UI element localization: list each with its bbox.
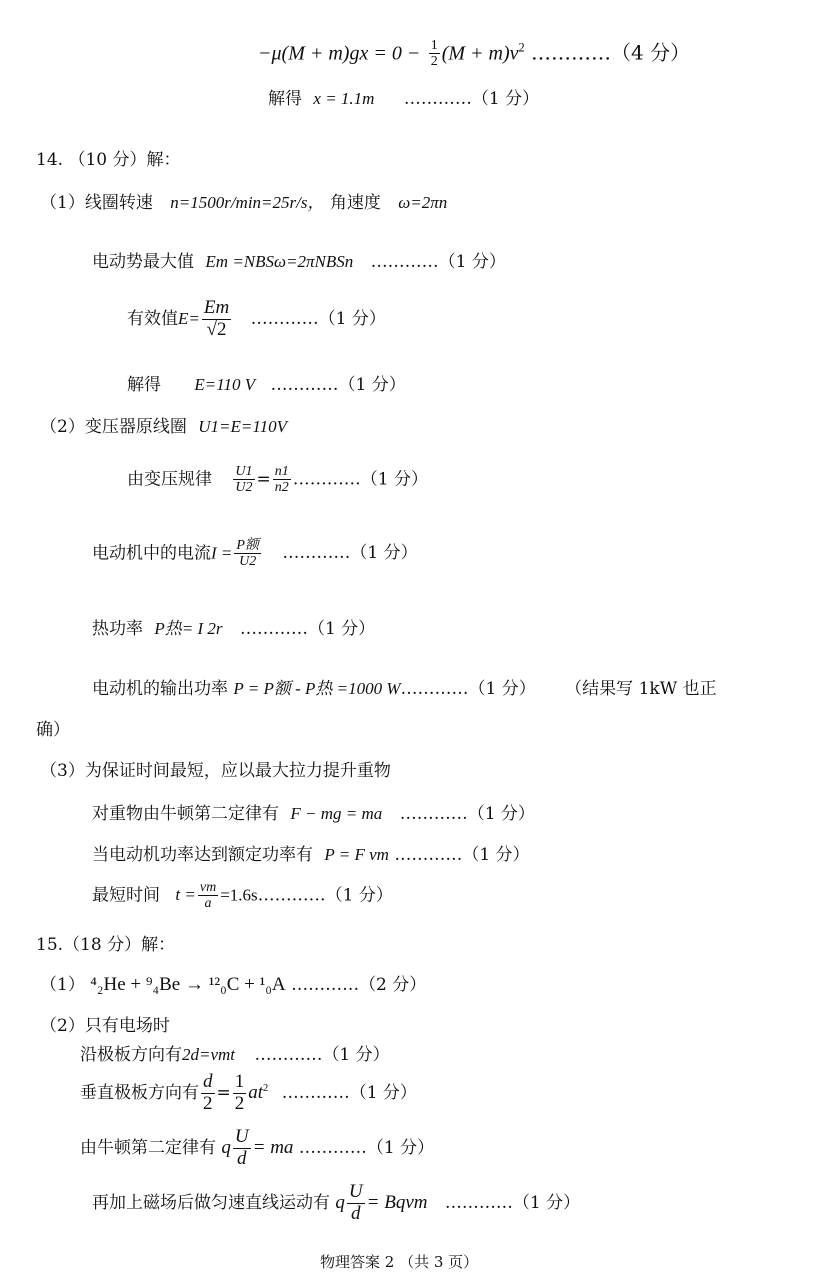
output-note-cont: 确） [36, 720, 70, 740]
min-time-line: 最短时间 t = $\frac{vm}{a}$ =1.6s…………（1 分） [92, 880, 393, 912]
energy-rhs: (M + m)v [441, 42, 519, 65]
q14-part3: （3）为保证时间最短，应以最大拉力提升重物 [40, 761, 391, 781]
plate-direction-line: 沿极板方向有2d=vmt …………（1 分） [80, 1045, 390, 1065]
motor-current-line: 电动机中的电流I = $\frac{\text{P额}}{U2}$ …………（1 分） [92, 538, 418, 570]
time-fraction: $\frac{vm}{a}$ [199, 880, 217, 912]
solve-x-line: 解得 x = 1.1m …………（1 分） [268, 89, 540, 109]
energy-equation: −μ(M + m)gx = 0 − $\frac{1}{2}$ $(M + m)v^2$ …………（4 分） [258, 38, 691, 70]
solve-E-line: 解得 E=110 V …………（1 分） [127, 375, 406, 395]
half-fraction: $\frac{1}{2}$ [430, 38, 438, 70]
q15-part2: （2）只有电场时 [40, 1016, 170, 1036]
one-half: $\frac{1}{2}$ [234, 1071, 245, 1114]
energy-lhs: −μ(M + m)gx = 0 − [258, 42, 421, 65]
magnetic-line: 再加上磁场后做匀速直线运动有 q $\frac{U}{d}$ = Bqvm …………（1 分） [92, 1181, 581, 1224]
q14-part1: （1）线圈转速 n=1500r/min=25r/s， 角速度 ω=2πn [40, 193, 448, 213]
q14-part2: （2）变压器原线圈 U1=E=110V [40, 417, 287, 437]
page-footer: 物理答案 2 （共 3 页） [320, 1253, 479, 1271]
newton2-line: 由牛顿第二定律有 q $\frac{U}{d}$ = ma …………（1 分） [80, 1126, 435, 1169]
effective-value-line: 有效值E= $\frac{Em}{√2}$ …………（1 分） [127, 297, 386, 340]
d-over-2: $\frac{d}{2}$ [203, 1071, 213, 1114]
q15-header: 15.（18 分）解： [36, 935, 176, 955]
emf-max-line: 电动势最大值 Em =NBSω=2πNBSn …………（1 分） [92, 252, 506, 272]
q15-part1: （1） ⁴₂He + ⁹₄Be → ¹²₀C + ¹₀A …………（2 分） [40, 974, 427, 995]
turns-ratio: $\frac{n1}{n2}$ [274, 464, 289, 496]
perpendicular-line: 垂直极板方向有 $\frac{d}{2}$ = $\frac{1}{2}$ $at^2$ …………（1 分） [80, 1071, 417, 1114]
transformer-line: 由变压规律 $\frac{U1}{U2}$ = $\frac{n1}{n2}$ …………（1 分） [127, 464, 429, 496]
U-over-d: $\frac{U}{d}$ [234, 1126, 249, 1169]
U-over-d-2: $\frac{U}{d}$ [348, 1181, 363, 1224]
rated-power-line: 当电动机功率达到额定功率有 P = F vm …………（1 分） [92, 845, 530, 865]
q14-header: 14. （10 分）解： [36, 150, 181, 170]
energy-score: …………（4 分） [531, 40, 691, 65]
current-fraction: $\frac{\text{P额}}{U2}$ [236, 538, 259, 570]
heat-power-line: 热功率 P热= I 2r …………（1 分） [92, 619, 376, 639]
newton-line: 对重物由牛顿第二定律有 F − mg = ma …………（1 分） [92, 804, 535, 824]
output-power-line: 电动机的输出功率 P = P额 - P热 =1000 W…………（1 分） （结果写 1kW 也正 [92, 679, 717, 699]
effective-fraction: $\frac{Em}{√2}$ [203, 297, 230, 340]
nuclear-reaction: ⁴₂He + ⁹₄Be → ¹²₀C + ¹₀A [90, 974, 286, 995]
voltage-ratio: $\frac{U1}{U2}$ [235, 464, 253, 496]
